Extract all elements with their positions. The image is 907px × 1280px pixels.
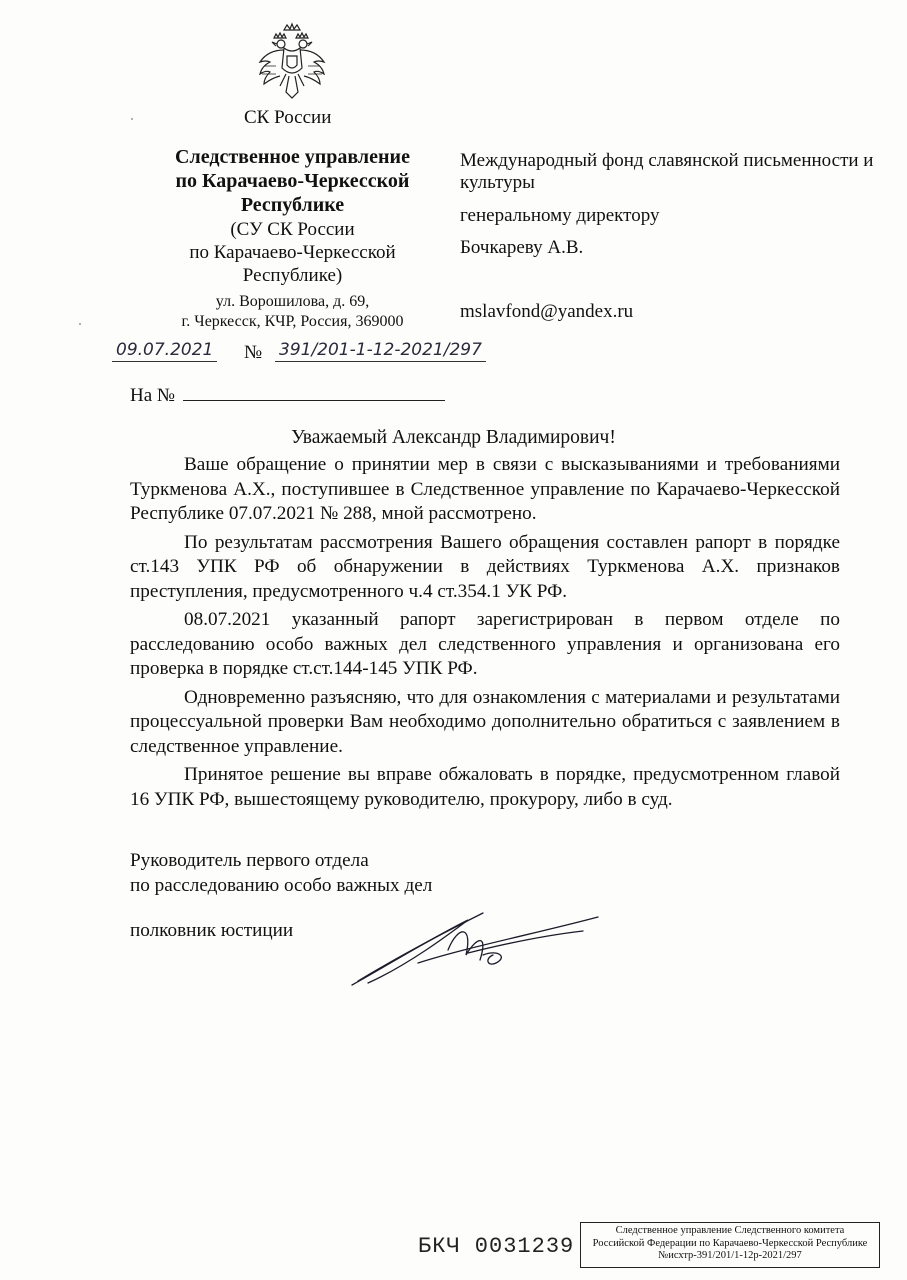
recipient-name: Бочкареву А.В.	[460, 237, 584, 258]
department-line: Следственное управление	[175, 146, 410, 168]
department-short-line: Республике)	[242, 265, 343, 286]
scan-speck	[79, 323, 81, 325]
signatory-title-line: по расследованию особо важных дел	[130, 875, 433, 896]
agency-name: СК России	[244, 107, 332, 128]
body-paragraph: Ваше обращение о принятии мер в связи с высказываниями и требованиями Туркменова А.Х., поступившее в Следственное управление по Карачаево-Черкесской Республике 07.07.2021 № 288, мной рассмотрено.	[130, 454, 840, 524]
stamp-line: №исхтр-391/201/1-12р-2021/297	[658, 1250, 802, 1261]
signatory-title-line: Руководитель первого отдела	[130, 850, 369, 871]
department-line: по Карачаево-Черкесской	[175, 170, 410, 192]
handwritten-signature	[348, 905, 608, 990]
reference-date: 09.07.2021	[112, 340, 217, 362]
recipient-block	[460, 150, 880, 259]
body-paragraph: Принятое решение вы вправе обжаловать в порядке, предусмотренном главой 16 УПК РФ, вышестоящему руководителю, прокурору, либо в суд.	[130, 764, 840, 810]
recipient-email: mslavfond@yandex.ru	[460, 301, 634, 322]
reference-number: 391/201-1-12-2021/297	[275, 340, 486, 362]
body-paragraph: Одновременно разъясняю, что для ознакомления с материалами и результатами процессуальной проверки Вам необходимо дополнительно обратиться с заявлением в следственное управление.	[130, 686, 840, 757]
recipient-position: генеральному директору	[460, 205, 660, 226]
coat-of-arms-icon	[256, 22, 328, 104]
salutation: Уважаемый Александр Владимирович!	[291, 427, 616, 448]
department-short-line: по Карачаево-Черкесской	[189, 242, 396, 263]
body-paragraph: 08.07.2021 указанный рапорт зарегистрирован в первом отделе по расследованию особо важных дел следственного управления и организована его проверка в порядке ст.ст.144-145 УПК РФ.	[130, 609, 840, 679]
department-short-name	[160, 218, 425, 287]
registration-stamp	[580, 1222, 880, 1268]
incoming-reference-blank	[183, 382, 445, 401]
form-serial-number: БКЧ 0031239	[418, 1234, 575, 1259]
signatory-rank: полковник юстиции	[130, 920, 294, 941]
body-paragraph: По результатам рассмотрения Вашего обращения составлен рапорт в порядке ст.143 УПК РФ об обнаружении в действиях Туркменова А.Х. признаков преступления, предусмотренного ч.4 ст.354.1 УК РФ.	[130, 531, 840, 602]
outgoing-reference	[112, 336, 532, 370]
incoming-reference-label: На №	[130, 385, 176, 406]
incoming-reference	[130, 382, 445, 407]
department-short-line: (СУ СК России	[230, 219, 355, 240]
sender-address	[150, 292, 435, 332]
department-line: Республике	[240, 194, 345, 216]
scan-speck	[131, 118, 133, 120]
address-line: ул. Ворошилова, д. 69,	[215, 293, 370, 310]
letter-body	[130, 453, 840, 816]
recipient-organization: Международный фонд славянской письменности и культуры	[460, 150, 874, 193]
number-sign: №	[244, 342, 263, 363]
stamp-line: Следственное управление Следственного комитета	[615, 1225, 845, 1236]
address-line: г. Черкесск, КЧР, Россия, 369000	[181, 313, 404, 330]
stamp-line: Российской Федерации по Карачаево-Черкесской Республике	[592, 1237, 868, 1249]
signatory-title	[130, 848, 432, 898]
department-name	[150, 145, 435, 217]
